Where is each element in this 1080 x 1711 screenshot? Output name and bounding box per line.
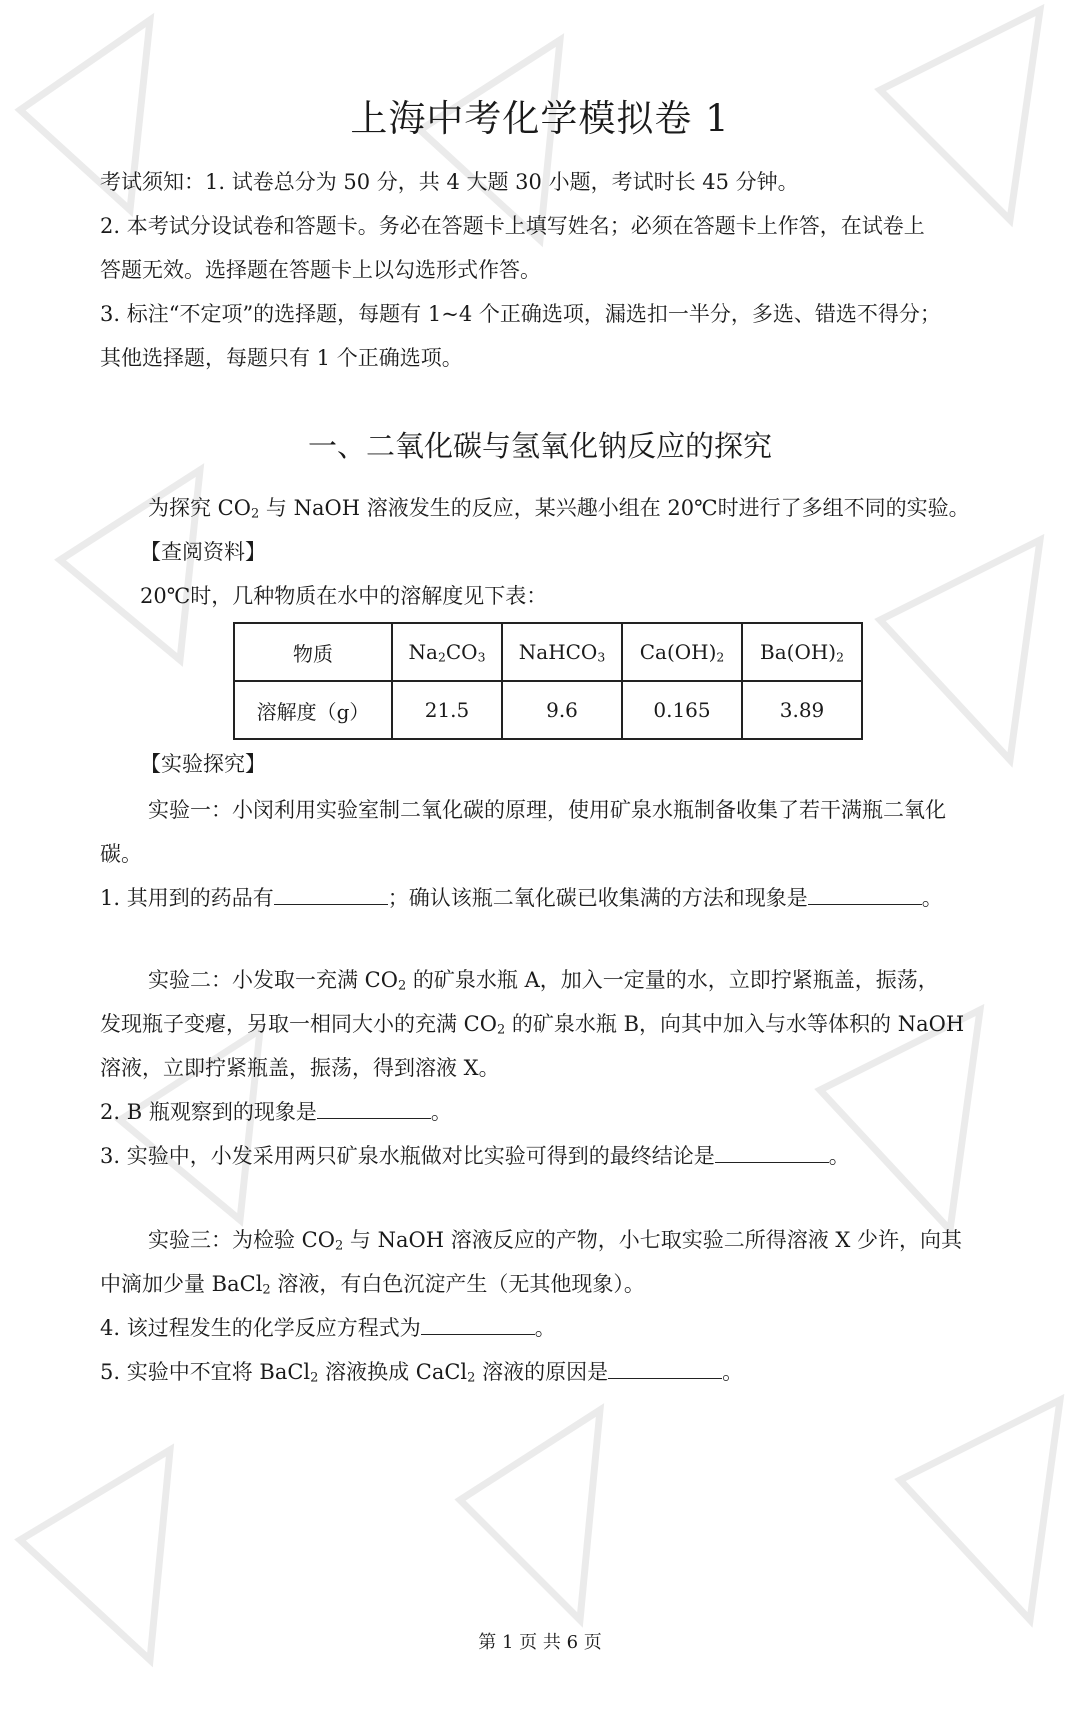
- experiment-1-text: 实验一：小闵利用实验室制二氧化碳的原理，使用矿泉水瓶制备收集了若干满瓶二氧化: [148, 798, 946, 822]
- table-cell: 9.6: [502, 681, 622, 739]
- exam-title: 上海中考化学模拟卷 1: [350, 97, 730, 140]
- experiment-2-text-end: 溶液，立即拧紧瓶盖，振荡，得到溶液 X。: [100, 1056, 500, 1080]
- question-1: 1. 其用到的药品有 ；确认该瓶二氧化碳已收集满的方法和现象是 。: [100, 882, 943, 912]
- experiment-label: 【实验探究】: [140, 752, 266, 776]
- answer-blank[interactable]: [715, 1140, 829, 1163]
- table-header-caoh2: $Ca(OH)_2$: [622, 623, 742, 681]
- section-intro: 为探究 $CO_2$ 与 NaOH 溶液发生的反应，某兴趣小组在 20℃时进行了多组不同的实验。: [148, 496, 970, 522]
- table-header-nahco3: NaHCO$_3$: [502, 623, 622, 681]
- reference-label: 【查阅资料】: [140, 540, 266, 564]
- table-row-substance: [234, 623, 862, 681]
- table-row-label: 溶解度（g）: [234, 681, 392, 739]
- table-row-solubility: [234, 681, 862, 739]
- notice-line-4: 3. 标注“不定项”的选择题，每题有 1~4 个正确选项，漏选扣一半分，多选、错选不得分；: [100, 302, 941, 326]
- table-row-label: 物质: [234, 623, 392, 681]
- page-footer: 第 1 页 共 6 页: [478, 1632, 602, 1653]
- experiment-3-text: 实验三：为检验 $CO_2$ 与 NaOH 溶液反应的产物，小七取实验二所得溶液 X 少许，向其: [148, 1228, 962, 1254]
- table-cell: 21.5: [392, 681, 502, 739]
- solubility-table: [233, 622, 863, 740]
- answer-blank[interactable]: [421, 1312, 535, 1335]
- question-5: 5. 实验中不宜将 BaCl$_2$ 溶液换成 CaCl$_2$ 溶液的原因是 。: [100, 1356, 743, 1386]
- question-4: 4. 该过程发生的化学反应方程式为 。: [100, 1312, 556, 1342]
- table-cell: 0.165: [622, 681, 742, 739]
- notice-line-5: 其他选择题，每题只有 1 个正确选项。: [100, 346, 463, 370]
- experiment-3-text-cont: 中滴加少量 BaCl$_2$ 溶液，有白色沉淀产生（无其他现象）。: [100, 1272, 645, 1298]
- experiment-2-text-cont: 发现瓶子变瘪，另取一相同大小的充满 $CO_2$ 的矿泉水瓶 B，向其中加入与水等体积的 NaOH: [100, 1012, 965, 1038]
- notice-line-2: 2. 本考试分设试卷和答题卡。务必在答题卡上填写姓名；必须在答题卡上作答，在试卷上: [100, 214, 925, 238]
- notice-line-1: 考试须知：1. 试卷总分为 50 分，共 4 大题 30 小题，考试时长 45 分钟。: [100, 170, 799, 194]
- answer-blank[interactable]: [274, 882, 388, 905]
- answer-blank[interactable]: [317, 1096, 431, 1119]
- table-cell: 3.89: [742, 681, 862, 739]
- question-2: 2. B 瓶观察到的现象是 。: [100, 1096, 452, 1126]
- notice-line-3: 答题无效。选择题在答题卡上以勾选形式作答。: [100, 258, 541, 282]
- table-header-baoh2: $Ba(OH)_2$: [742, 623, 862, 681]
- question-3: 3. 实验中，小发采用两只矿泉水瓶做对比实验可得到的最终结论是 。: [100, 1140, 850, 1170]
- answer-blank[interactable]: [608, 1356, 722, 1379]
- table-header-na2co3: $Na_2CO_3$: [392, 623, 502, 681]
- section-heading: 一、二氧化碳与氢氧化钠反应的探究: [307, 429, 772, 463]
- answer-blank[interactable]: [808, 882, 922, 905]
- experiment-2-text: 实验二：小发取一充满 $CO_2$ 的矿泉水瓶 A，加入一定量的水，立即拧紧瓶盖，振荡，: [148, 968, 939, 994]
- table-caption: 20℃时，几种物质在水中的溶解度见下表：: [140, 584, 548, 608]
- experiment-1-text-cont: 碳。: [100, 842, 142, 866]
